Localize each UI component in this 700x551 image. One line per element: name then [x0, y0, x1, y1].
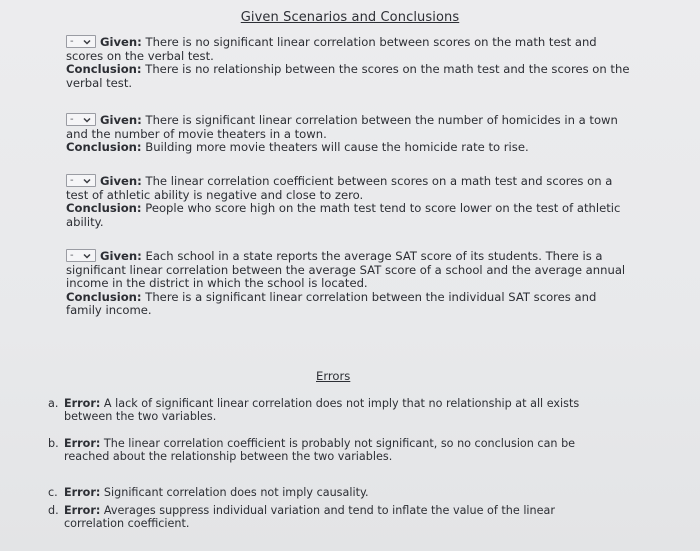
given-label: Given:	[100, 113, 142, 127]
errors-heading: Errors	[316, 369, 351, 383]
error-option-a	[48, 398, 628, 423]
scenario-3-given	[66, 174, 656, 202]
conclusion-label: Conclusion:	[66, 201, 142, 215]
chevron-down-icon	[83, 116, 91, 124]
scenario-3	[66, 174, 656, 229]
page-title: Given Scenarios and Conclusions	[240, 10, 460, 25]
scenario-4	[66, 249, 656, 318]
scenario-3-error-select[interactable]	[66, 174, 96, 187]
given-text: and the number of movie theaters in a town.	[66, 126, 327, 141]
chevron-down-icon	[83, 177, 91, 185]
scenario-4-conclusion	[66, 291, 656, 318]
given-label: Given:	[100, 35, 142, 49]
error-letter: c.	[48, 486, 58, 499]
error-option-c	[48, 487, 628, 500]
scenario-4-given	[66, 249, 656, 291]
conclusion-label: Conclusion:	[66, 140, 142, 154]
scenario-1-given	[66, 35, 656, 63]
scenario-1	[66, 35, 656, 90]
error-text: Significant correlation does not imply causality.	[103, 486, 369, 499]
scenario-1-conclusion	[66, 63, 656, 90]
conclusion-label: Conclusion:	[66, 289, 142, 304]
chevron-down-icon	[83, 38, 91, 46]
dropdown-value: -	[70, 250, 74, 261]
dropdown-value: -	[70, 175, 74, 186]
dropdown-value: -	[70, 114, 74, 125]
chevron-down-icon	[83, 252, 91, 260]
conclusion-text: Building more movie theaters will cause the homicide rate to rise.	[145, 140, 529, 154]
error-text: reached about the relationship between the two variables.	[64, 449, 393, 463]
scenario-3-conclusion	[66, 202, 656, 229]
error-text: correlation coefficient.	[64, 516, 190, 530]
given-text: income in the district in which the school is located.	[66, 276, 368, 290]
error-label: Error:	[64, 486, 101, 499]
given-label: Given:	[100, 174, 142, 188]
error-label: Error:	[64, 504, 101, 517]
error-label: Error:	[64, 437, 101, 450]
conclusion-label: Conclusion:	[66, 62, 142, 76]
scenario-2	[66, 113, 656, 155]
given-text: test of athletic ability is negative and close to zero.	[66, 187, 364, 202]
scenario-1-error-select[interactable]	[66, 35, 96, 48]
dropdown-value: -	[70, 36, 74, 47]
conclusion-text: verbal test.	[66, 75, 133, 90]
given-text: Each school in a state reports the average SAT score of its students. There is a	[145, 249, 603, 263]
error-letter: b.	[48, 437, 59, 450]
scenario-4-error-select[interactable]	[66, 249, 96, 262]
given-text: There is no significant linear correlation between scores on the math test and	[145, 35, 597, 49]
conclusion-text: ability.	[66, 214, 104, 229]
error-option-d	[48, 505, 628, 530]
error-text: between the two variables.	[64, 409, 217, 423]
error-text: A lack of significant linear correlation does not imply that no relationship at all exists	[103, 397, 580, 410]
error-letter: a.	[48, 397, 59, 410]
given-text: scores on the verbal test.	[66, 48, 214, 63]
error-text: The linear correlation coefficient is probably not significant, so no conclusion can be	[103, 437, 576, 450]
conclusion-text: family income.	[66, 303, 152, 317]
given-text: The linear correlation coefficient between scores on a math test and scores on a	[145, 174, 613, 188]
error-option-b	[48, 438, 628, 463]
scenario-2-conclusion	[66, 141, 656, 155]
conclusion-text: There is no relationship between the scores on the math test and the scores on the	[145, 62, 630, 76]
scenario-2-error-select[interactable]	[66, 113, 96, 126]
conclusion-text: There is a significant linear correlation between the individual SAT scores and	[145, 289, 597, 304]
error-label: Error:	[64, 397, 101, 410]
scenario-2-given	[66, 113, 656, 141]
given-text: There is significant linear correlation between the number of homicides in a town	[145, 113, 618, 127]
error-letter: d.	[48, 504, 59, 517]
given-text: significant linear correlation between the average SAT score of a school and the average annual	[66, 262, 626, 277]
given-label: Given:	[100, 249, 142, 263]
error-text: Averages suppress individual variation and tend to inflate the value of the linear	[103, 504, 555, 517]
conclusion-text: People who score high on the math test tend to score lower on the test of athletic	[145, 201, 621, 215]
